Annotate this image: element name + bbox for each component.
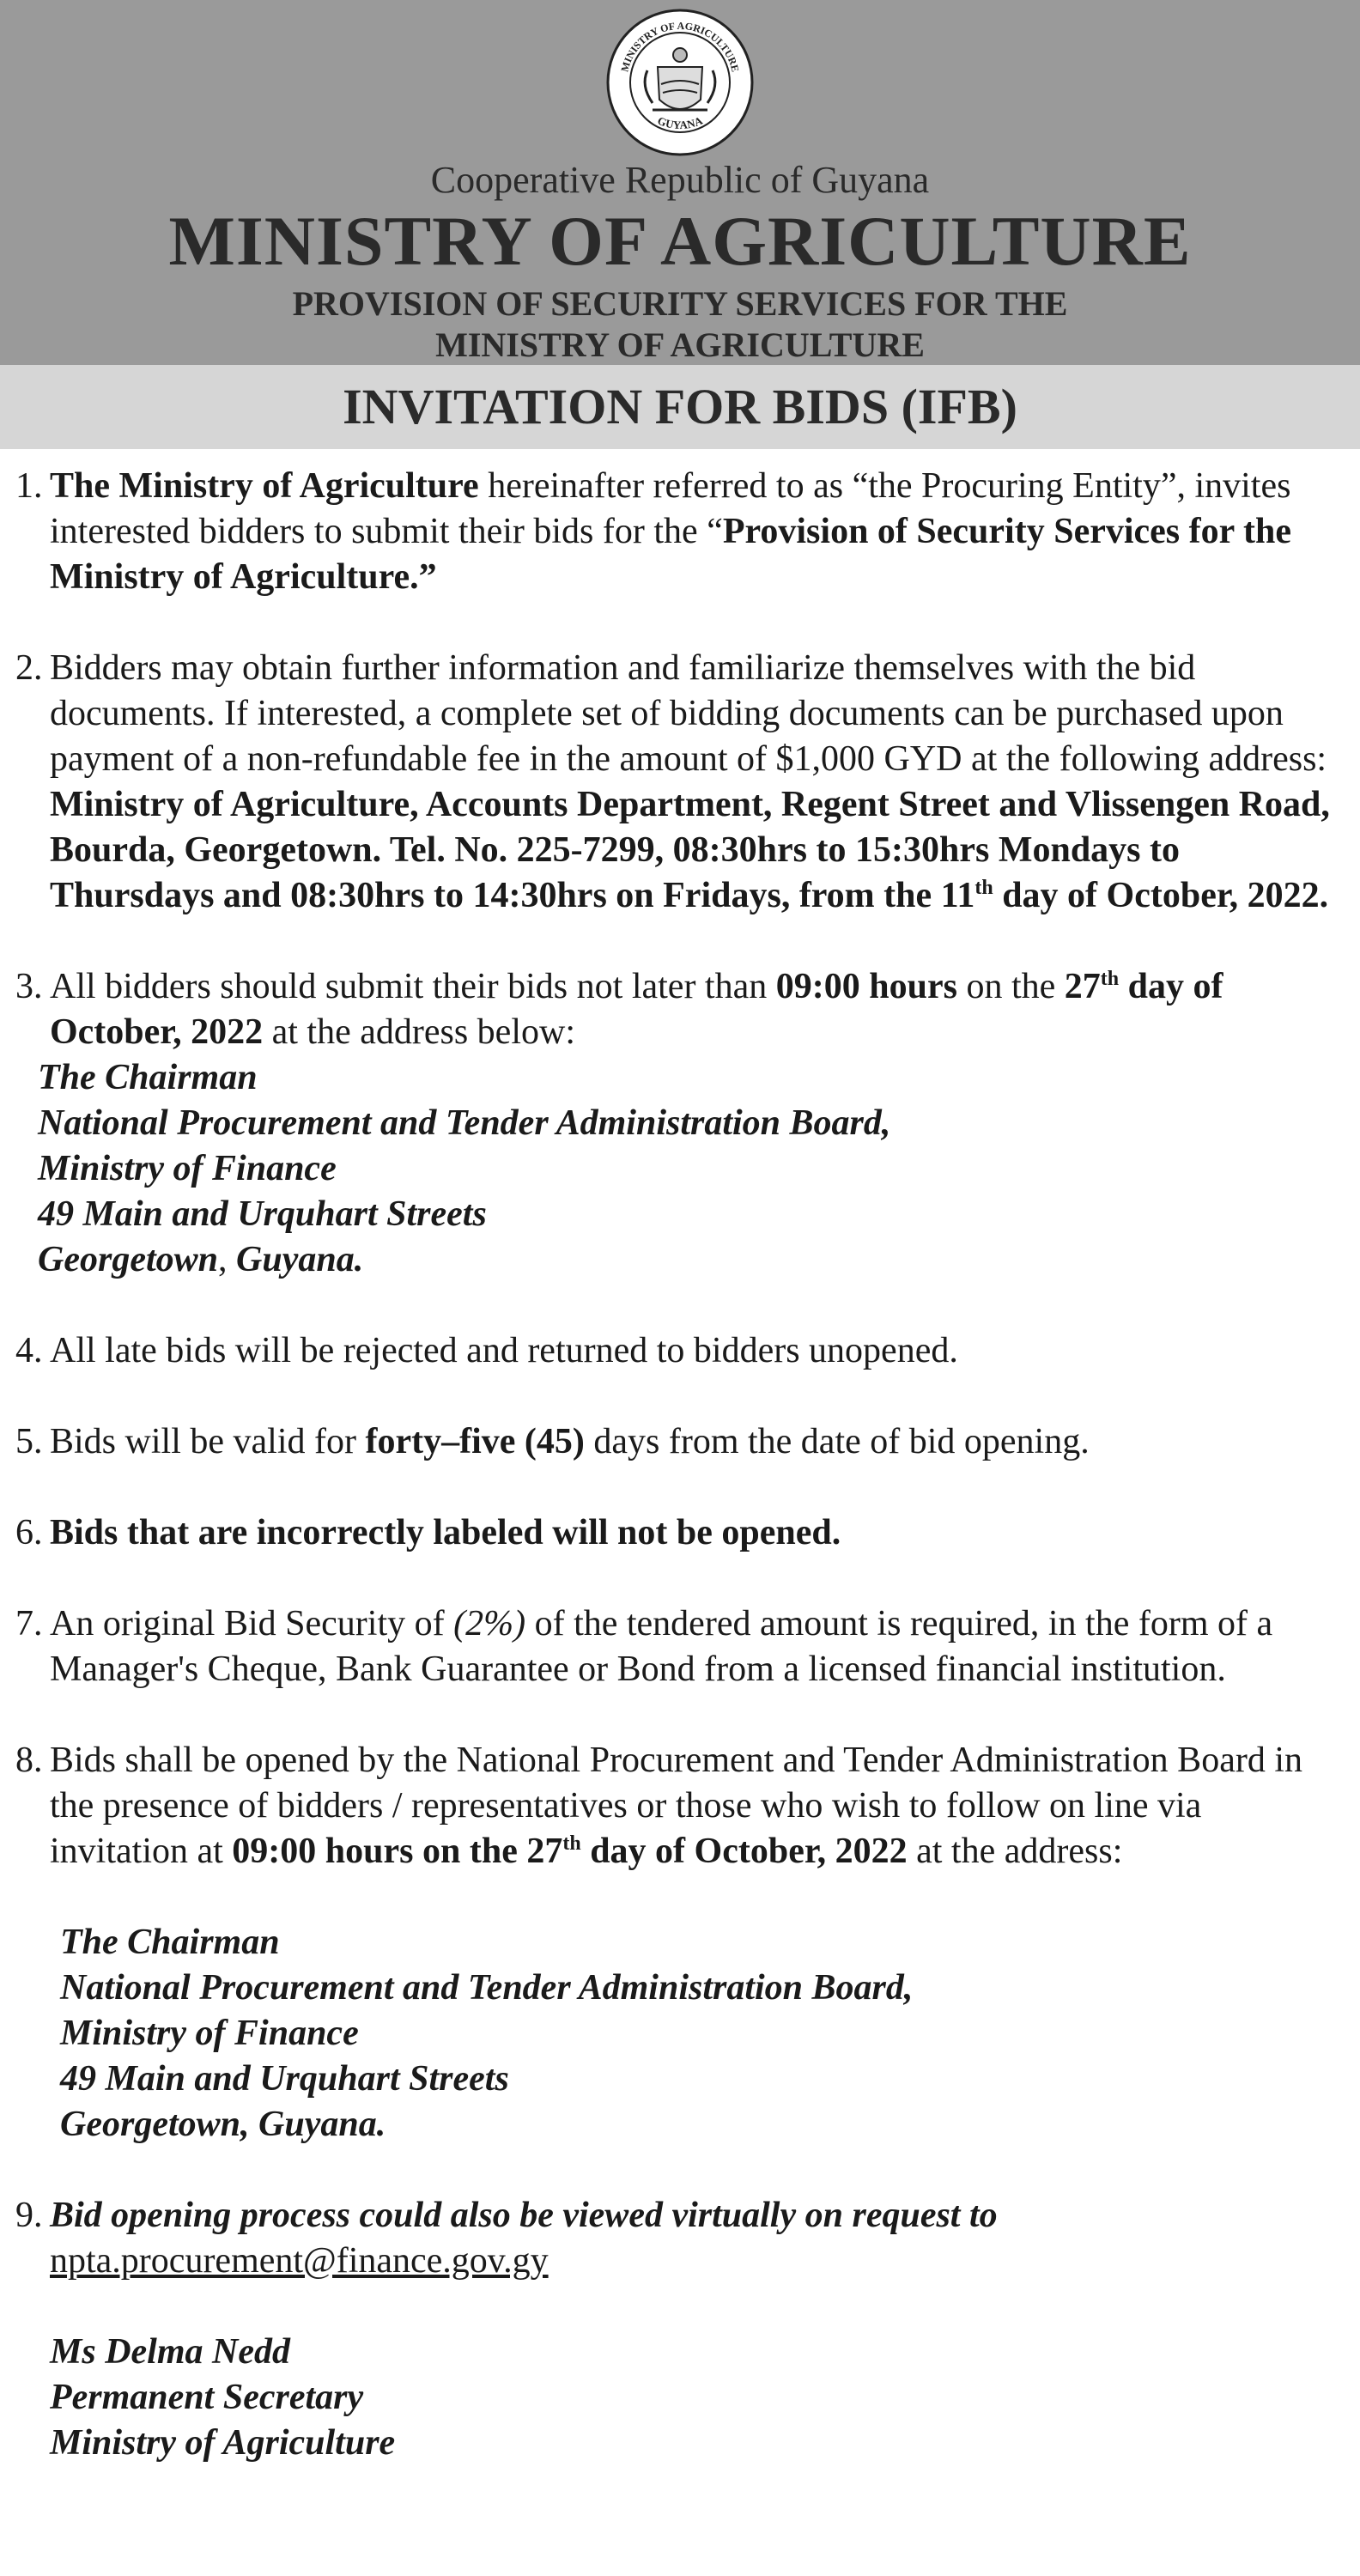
- address-separator: ,: [218, 1240, 236, 1279]
- seal-bottom-text: GUYANA: [655, 113, 705, 132]
- clause-text: All bidders should submit their bids not later than: [50, 967, 776, 1006]
- address-line: 49 Main and Urquhart Streets: [38, 1194, 487, 1234]
- ordinal-suffix: th: [562, 1832, 581, 1855]
- signatory-name: Ms Delma Nedd: [50, 2332, 290, 2372]
- purchase-date: day of October, 2022.: [993, 876, 1329, 915]
- clause-number: 6.: [15, 1513, 43, 1552]
- address-country: Guyana.: [236, 1240, 364, 1279]
- clause-2: [0, 646, 1343, 919]
- opening-address: [60, 1920, 1360, 2148]
- bid-security-percent: (2%): [453, 1604, 526, 1643]
- country-name: Cooperative Republic of Guyana: [430, 159, 930, 201]
- clause-6: [0, 1510, 1343, 1556]
- address-line: Georgetown, Guyana.: [60, 2105, 386, 2144]
- clause-number: 2.: [15, 648, 43, 688]
- clause-3: [0, 964, 1343, 1055]
- clause-text: of the tendered amount is required, in the form of a Manager's Cheque, Bank Guarantee or Bond from a licensed financial institution.: [50, 1604, 1273, 1689]
- clause-text: on the: [956, 967, 1065, 1006]
- clause-5: [0, 1419, 1343, 1465]
- deadline-month: day of October, 2022: [50, 967, 1223, 1052]
- ifb-banner: [0, 365, 1360, 449]
- address-line: National Procurement and Tender Administration Board,: [38, 1103, 891, 1143]
- email-link[interactable]: npta.procurement@finance.gov.gy: [50, 2241, 549, 2281]
- clause-9: [0, 2193, 1343, 2239]
- procuring-entity-name: The Ministry of Agriculture: [50, 466, 479, 506]
- tender-subject-line-2: MINISTRY OF AGRICULTURE: [435, 325, 925, 364]
- clause-text: Bids shall be opened by the National Procurement and Tender Administration Board in the presence of bidders / representatives or those who wish to follow on line via invitation at: [50, 1741, 1302, 1871]
- signatory-organization: Ministry of Agriculture: [50, 2423, 396, 2463]
- ifb-title: INVITATION FOR BIDS (IFB): [343, 379, 1017, 434]
- clause-text: Bid opening process could also be viewed virtually on request to: [50, 2196, 998, 2235]
- ordinal-suffix: th: [974, 877, 993, 899]
- submission-address: [38, 1055, 1360, 1283]
- address-city: Georgetown: [38, 1240, 218, 1279]
- clause-number: 5.: [15, 1422, 43, 1461]
- address-line: 49 Main and Urquhart Streets: [60, 2059, 509, 2099]
- clause-number: 4.: [15, 1331, 43, 1370]
- signatory-title: Permanent Secretary: [50, 2378, 364, 2417]
- clause-4: [0, 1328, 1343, 1374]
- clause-text: at the address:: [907, 1832, 1123, 1871]
- address-line: Ministry of Finance: [38, 1149, 337, 1188]
- clause-number: 7.: [15, 1604, 43, 1643]
- clause-8: [0, 1738, 1343, 1874]
- clause-1: [0, 464, 1343, 600]
- address-line: [38, 1237, 1360, 1283]
- clause-text: Bids that are incorrectly labeled will not be opened.: [50, 1513, 841, 1552]
- signature-block: [50, 2330, 1360, 2466]
- clause-text: Bids will be valid for: [50, 1422, 366, 1461]
- notice-body: [0, 464, 1360, 2466]
- clause-number: 8.: [15, 1741, 43, 1780]
- ministry-seal-icon: [604, 7, 756, 158]
- clause-text: at the address below:: [263, 1012, 575, 1052]
- tender-subject-line-1: PROVISION OF SECURITY SERVICES FOR THE: [292, 284, 1068, 323]
- clause-number: 3.: [15, 967, 43, 1006]
- deadline-day: 27: [1064, 967, 1101, 1006]
- address-line: The Chairman: [38, 1058, 258, 1097]
- seal-top-text: MINISTRY OF AGRICULTURE: [618, 19, 742, 74]
- clause-number: 1.: [15, 466, 43, 506]
- ordinal-suffix: th: [1100, 968, 1120, 990]
- tender-name: Provision of Security Services for the Ministry of Agriculture.”: [50, 512, 1291, 597]
- address-line: Ministry of Finance: [60, 2014, 359, 2053]
- clause-text: hereinafter referred to as “the Procuring Entity”, invites interested bidders to submit their bids for the “: [50, 466, 1291, 551]
- address-line: National Procurement and Tender Administration Board,: [60, 1968, 914, 2008]
- masthead: [0, 0, 1360, 365]
- clause-7: [0, 1601, 1343, 1692]
- opening-time: 09:00 hours on the 27: [232, 1832, 563, 1871]
- tender-subject: [0, 283, 1360, 366]
- clause-text: An original Bid Security of: [50, 1604, 454, 1643]
- ministry-title: MINISTRY OF AGRICULTURE: [168, 202, 1192, 280]
- address-line: The Chairman: [60, 1923, 280, 1962]
- clause-text: Bidders may obtain further information and familiarize themselves with the bid documents. If interested, a complete set of bidding documents can be purchased upon payment of a non-refundable fee in the amount of $1,000 GYD at the following address:: [50, 648, 1327, 779]
- clause-number: 9.: [15, 2196, 43, 2235]
- validity-period: forty–five (45): [365, 1422, 585, 1461]
- opening-date: day of October, 2022: [580, 1832, 908, 1871]
- purchase-address: Ministry of Agriculture, Accounts Department, Regent Street and Vlissengen Road, Bourda, Georgetown. Tel. No. 225-7299, 08:30hrs to 15:30hrs Mondays to Thursdays and 08:30hrs to 14:30hrs on Fridays, from the 11: [50, 785, 1330, 915]
- clause-text: All late bids will be rejected and returned to bidders unopened.: [50, 1331, 958, 1370]
- clause-text: days from the date of bid opening.: [584, 1422, 1090, 1461]
- deadline-time: 09:00 hours: [775, 967, 957, 1006]
